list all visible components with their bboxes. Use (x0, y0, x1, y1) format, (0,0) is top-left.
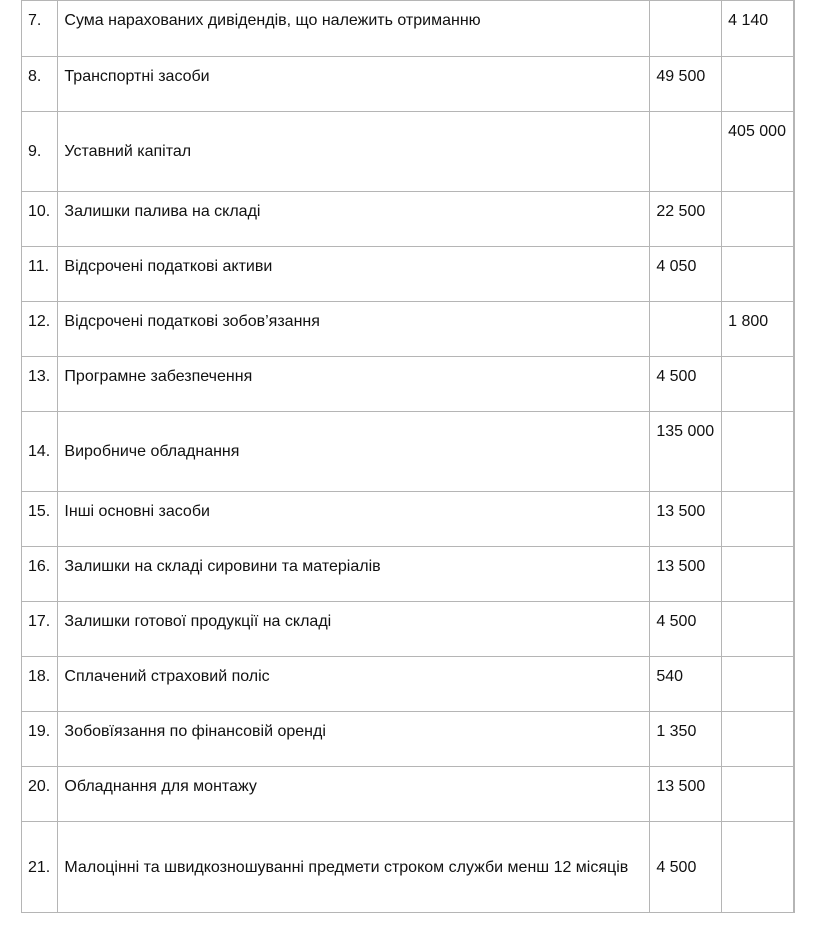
debit-cell: 135 000 (650, 412, 722, 492)
row-number: 12. (22, 302, 58, 357)
table-row (22, 712, 795, 767)
debit-cell: 4 500 (650, 822, 722, 913)
table-row (22, 1, 795, 57)
spacer-cell (793, 657, 794, 712)
row-number: 18. (22, 657, 58, 712)
account-name: Відсрочені податкові зобов’язання (58, 302, 650, 357)
row-number: 7. (22, 1, 58, 57)
row-number: 14. (22, 412, 58, 492)
spacer-cell (793, 302, 794, 357)
row-number: 21. (22, 822, 58, 913)
account-name: Сплачений страховий поліс (58, 657, 650, 712)
account-name: Залишки готової продукції на складі (58, 602, 650, 657)
table-row (22, 822, 795, 913)
row-number: 19. (22, 712, 58, 767)
credit-cell (722, 357, 794, 412)
spacer-cell (793, 767, 794, 822)
spacer-cell (793, 247, 794, 302)
debit-cell (650, 302, 722, 357)
credit-cell (722, 192, 794, 247)
table-row (22, 602, 795, 657)
debit-cell: 13 500 (650, 547, 722, 602)
spacer-cell (793, 547, 794, 602)
debit-cell: 13 500 (650, 767, 722, 822)
account-name: Програмне забезпечення (58, 357, 650, 412)
spacer-cell (793, 112, 794, 192)
account-name: Зобовїязання по фінансовій оренді (58, 712, 650, 767)
account-name: Виробниче обладнання (58, 412, 650, 492)
account-name: Транспортні засоби (58, 57, 650, 112)
credit-cell (722, 57, 794, 112)
credit-cell: 1 800 (722, 302, 794, 357)
spacer-cell (793, 492, 794, 547)
table-row (22, 192, 795, 247)
row-number: 10. (22, 192, 58, 247)
credit-cell (722, 657, 794, 712)
spacer-cell (793, 57, 794, 112)
debit-cell (650, 1, 722, 57)
debit-cell: 13 500 (650, 492, 722, 547)
table-row (22, 492, 795, 547)
credit-cell: 405 000 (722, 112, 794, 192)
table-row (22, 412, 795, 492)
account-name: Сума нарахованих дивідендів, що належить отриманню (58, 1, 650, 57)
row-number: 11. (22, 247, 58, 302)
row-number: 20. (22, 767, 58, 822)
spacer-cell (793, 712, 794, 767)
table-row (22, 547, 795, 602)
credit-cell (722, 492, 794, 547)
debit-cell: 22 500 (650, 192, 722, 247)
credit-cell: 4 140 (722, 1, 794, 57)
debit-cell: 4 500 (650, 602, 722, 657)
row-number: 9. (22, 112, 58, 192)
debit-cell: 4 050 (650, 247, 722, 302)
table-row (22, 247, 795, 302)
debit-cell: 4 500 (650, 357, 722, 412)
row-number: 16. (22, 547, 58, 602)
row-number: 8. (22, 57, 58, 112)
table-row (22, 657, 795, 712)
debit-cell: 540 (650, 657, 722, 712)
debit-cell: 49 500 (650, 57, 722, 112)
account-name: Малоцінні та швидкозношуванні предмети строком служби менш 12 місяців (58, 822, 650, 913)
table-row (22, 357, 795, 412)
credit-cell (722, 767, 794, 822)
account-name: Обладнання для монтажу (58, 767, 650, 822)
account-name: Залишки палива на складі (58, 192, 650, 247)
credit-cell (722, 247, 794, 302)
account-name: Інші основні засоби (58, 492, 650, 547)
table-row (22, 767, 795, 822)
credit-cell (722, 712, 794, 767)
credit-cell (722, 547, 794, 602)
spacer-cell (793, 822, 794, 913)
credit-cell (722, 822, 794, 913)
debit-cell: 1 350 (650, 712, 722, 767)
spacer-cell (793, 602, 794, 657)
spacer-cell (793, 412, 794, 492)
credit-cell (722, 602, 794, 657)
table-row (22, 112, 795, 192)
spacer-cell (793, 192, 794, 247)
account-name: Відсрочені податкові активи (58, 247, 650, 302)
table-row (22, 302, 795, 357)
row-number: 15. (22, 492, 58, 547)
accounts-table (21, 0, 795, 913)
account-name: Уставний капітал (58, 112, 650, 192)
row-number: 13. (22, 357, 58, 412)
spacer-cell (793, 1, 794, 57)
debit-cell (650, 112, 722, 192)
table-row (22, 57, 795, 112)
credit-cell (722, 412, 794, 492)
row-number: 17. (22, 602, 58, 657)
account-name: Залишки на складі сировини та матеріалів (58, 547, 650, 602)
spacer-cell (793, 357, 794, 412)
